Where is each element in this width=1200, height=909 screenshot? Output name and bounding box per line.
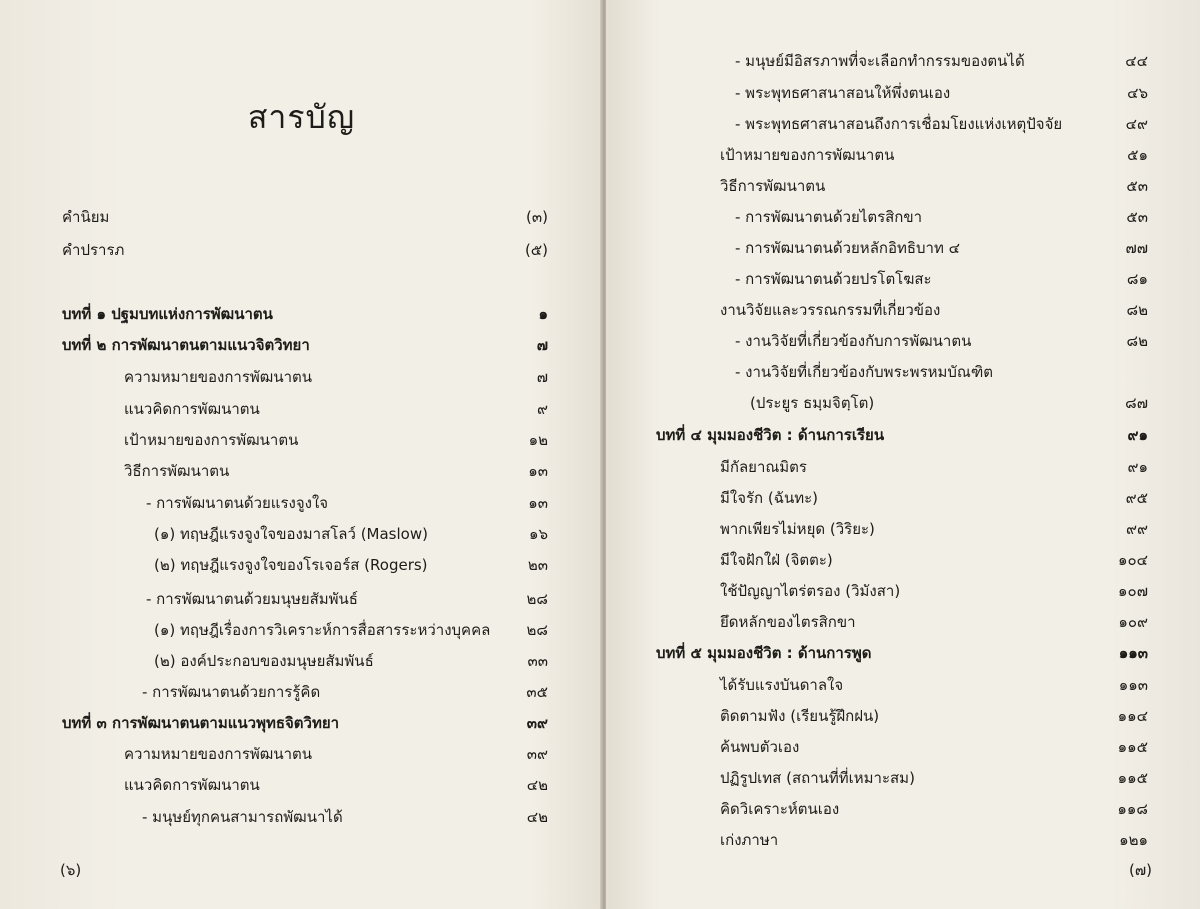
toc-entry-page: ๙๑ [1127, 458, 1148, 476]
toc-entry [720, 46, 1148, 76]
toc-entry [720, 670, 1148, 700]
toc-entry-text: - พระพุทธศาสนาสอนถึงการเชื่อมโยงแห่งเหตุปัจจัย [735, 115, 1063, 133]
toc-chapter [656, 420, 1148, 450]
toc-entry-page: ๑๑๘ [1117, 800, 1148, 818]
toc-entry-text: ยึดหลักของไตรสิกขา [720, 613, 856, 631]
toc-entry-text: - พระพุทธศาสนาสอนให้พึ่งตนเอง [735, 84, 951, 102]
toc-entry-page: ๗ [536, 336, 548, 354]
toc-entry [720, 326, 1148, 356]
toc-entry-page: ๘๑ [1126, 270, 1148, 288]
toc-entry [720, 140, 1148, 170]
toc-entry [62, 519, 548, 549]
toc-entry [62, 584, 548, 614]
toc-entry-page: ๔๖ [1127, 84, 1148, 102]
toc-entry-page: ๑๑๔ [1117, 707, 1148, 725]
toc-entry [720, 233, 1148, 263]
toc-entry-text: พากเพียรไม่หยุด (วิริยะ) [720, 520, 875, 538]
toc-entry-text: วิธีการพัฒนาตน [720, 177, 826, 195]
toc-entry-page: ๘๗ [1125, 394, 1148, 412]
toc-entry-page: ๔๙ [1125, 115, 1148, 133]
toc-entry [62, 456, 548, 486]
toc-entry [62, 235, 548, 265]
toc-entry [720, 825, 1148, 855]
toc-entry [62, 615, 548, 645]
toc-entry [720, 388, 1148, 418]
toc-entry-text: เป้าหมายของการพัฒนาตน [720, 146, 895, 164]
toc-entry-page: ๑๑๕ [1117, 769, 1148, 787]
toc-entry-text: ความหมายของการพัฒนาตน [124, 745, 313, 763]
toc-entry [62, 202, 548, 232]
toc-entry-page: ๑๑๓ [1118, 676, 1148, 694]
toc-entry-text: ความหมายของการพัฒนาตน [124, 368, 313, 386]
toc-entry-text: บทที่ ๔ มุมมองชีวิต : ด้านการเรียน [656, 426, 885, 444]
toc-entry-text: (ประยูร ธมฺมจิตฺโต) [750, 394, 875, 412]
toc-entry [720, 545, 1148, 575]
toc-entry [62, 488, 548, 518]
toc-chapter [62, 708, 548, 738]
page-title: สารบัญ [247, 98, 356, 136]
toc-entry-text: เป้าหมายของการพัฒนาตน [124, 431, 299, 449]
toc-entry-text: แนวคิดการพัฒนาตน [124, 776, 260, 794]
toc-entry [720, 794, 1148, 824]
toc-entry-text: คิดวิเคราะห์ตนเอง [720, 800, 840, 818]
toc-entry-page: ๘๒ [1126, 332, 1148, 350]
toc-entry-page: ๒๘ [526, 590, 548, 608]
toc-entry-page: ๓๕ [526, 683, 548, 701]
toc-entry-text: ค้นพบตัวเอง [720, 738, 800, 756]
toc-entry-text: วิธีการพัฒนาตน [124, 462, 230, 480]
toc-entry [720, 109, 1148, 139]
toc-entry-text: บทที่ ๒ การพัฒนาตนตามแนวจิตวิทยา [62, 336, 310, 354]
toc-entry-text: - มนุษย์มีอิสรภาพที่จะเลือกทำกรรมของตนได้ [735, 52, 1025, 70]
toc-entry-page: ๒๘ [526, 621, 548, 639]
toc-entry-text: (๒) องค์ประกอบของมนุษยสัมพันธ์ [154, 652, 374, 670]
toc-entry-text: (๑) ทฤษฎีแรงจูงใจของมาสโลว์ (Maslow) [154, 525, 428, 543]
toc-entry-text: แนวคิดการพัฒนาตน [124, 400, 260, 418]
toc-entry [62, 550, 548, 580]
toc-entry-text: งานวิจัยและวรรณกรรมที่เกี่ยวข้อง [720, 301, 941, 319]
toc-entry-page: (๕) [524, 241, 548, 259]
toc-entry-text: ติดตามฟัง (เรียนรู้ฝึกฝน) [720, 707, 880, 725]
toc-entry-page: ๒๓ [527, 556, 548, 574]
toc-entry-text: - งานวิจัยที่เกี่ยวข้องกับพระพรหมบัณฑิต [735, 363, 994, 381]
toc-entry-text: - การพัฒนาตนด้วยหลักอิทธิบาท ๔ [735, 239, 960, 257]
toc-entry-page: ๓๙ [526, 714, 548, 732]
toc-entry-page: ๙๑ [1127, 426, 1148, 444]
toc-entry [720, 732, 1148, 762]
toc-entry [720, 607, 1148, 637]
toc-entry-page: ๑๓ [528, 494, 548, 512]
toc-entry-text: มีใจฝักใฝ่ (จิตตะ) [720, 551, 833, 569]
toc-entry-page: ๑๑๕ [1117, 738, 1148, 756]
toc-entry-text: (๑) ทฤษฎีเรื่องการวิเคราะห์การสื่อสารระหว่างบุคคล [154, 621, 491, 639]
toc-entry-text: ใช้ปัญญาไตร่ตรอง (วิมังสา) [720, 582, 901, 600]
toc-entry-page: ๘๒ [1126, 301, 1148, 319]
toc-entry-page: ๑๓ [528, 462, 548, 480]
toc-entry-page: ๗๗ [1125, 239, 1148, 257]
toc-entry-text: - การพัฒนาตนด้วยปรโตโฆสะ [735, 270, 932, 288]
toc-entry-page: ๕๑ [1127, 146, 1148, 164]
toc-chapter [62, 299, 548, 329]
toc-entry-text: มีใจรัก (ฉันทะ) [720, 489, 819, 507]
toc-entry [720, 264, 1148, 294]
toc-entry-page: ๓๙ [526, 745, 548, 763]
toc-entry-text: - การพัฒนาตนด้วยแรงจูงใจ [146, 494, 329, 512]
toc-entry-page: ๑๖ [528, 525, 548, 543]
toc-chapter [656, 638, 1148, 668]
toc-chapter [62, 330, 548, 360]
toc-entry [62, 677, 548, 707]
toc-entry-page: ๙๕ [1125, 489, 1148, 507]
toc-entry-page: ๑๑๓ [1118, 644, 1148, 662]
toc-entry-text: - การพัฒนาตนด้วยการรู้คิด [142, 683, 321, 701]
toc-entry [720, 357, 1148, 387]
toc-entry [62, 362, 548, 392]
toc-entry-page: ๓๓ [527, 652, 548, 670]
toc-entry-text: ปฏิรูปเทส (สถานที่ที่เหมาะสม) [720, 769, 915, 787]
toc-entry-text: เก่งภาษา [720, 831, 779, 849]
toc-entry [720, 763, 1148, 793]
toc-entry-page: ๗ [536, 368, 548, 386]
toc-entry-text: (๒) ทฤษฎีแรงจูงใจของโรเจอร์ส (Rogers) [154, 556, 428, 574]
toc-entry [720, 202, 1148, 232]
right-page [606, 0, 1200, 909]
toc-entry [720, 701, 1148, 731]
toc-entry [62, 394, 548, 424]
toc-entry [62, 739, 548, 769]
toc-entry [62, 646, 548, 676]
toc-entry-page: ๔๔ [1125, 52, 1148, 70]
toc-entry-text: คำปรารภ [62, 241, 125, 259]
toc-entry-page: (๓) [526, 208, 548, 226]
toc-entry [720, 295, 1148, 325]
toc-entry-text: - งานวิจัยที่เกี่ยวข้องกับการพัฒนาตน [735, 332, 972, 350]
toc-entry-text: ได้รับแรงบันดาลใจ [720, 676, 844, 694]
page-number: (๗) [1129, 861, 1152, 879]
toc-entry-page: ๕๓ [1126, 208, 1148, 226]
toc-entry-page: ๑๐๗ [1118, 582, 1148, 600]
toc-entry-page: ๑๐๙ [1118, 613, 1148, 631]
toc-entry-text: บทที่ ๑ ปฐมบทแห่งการพัฒนาตน [62, 305, 273, 323]
toc-entry-text: มีกัลยาณมิตร [720, 458, 807, 476]
toc-entry [720, 78, 1148, 108]
toc-entry [62, 802, 548, 832]
toc-entry-text: - การพัฒนาตนด้วยมนุษยสัมพันธ์ [146, 590, 358, 608]
page-number: (๖) [60, 861, 82, 879]
toc-entry-text: - การพัฒนาตนด้วยไตรสิกขา [735, 208, 923, 226]
toc-entry [720, 483, 1148, 513]
toc-entry-page: ๑๒๑ [1119, 831, 1148, 849]
toc-entry [720, 514, 1148, 544]
toc-entry-page: ๑๐๔ [1117, 551, 1148, 569]
toc-entry-page: ๕๓ [1126, 177, 1148, 195]
toc-entry-text: บทที่ ๕ มุมมองชีวิต : ด้านการพูด [656, 644, 872, 662]
toc-entry-text: คำนิยม [62, 208, 110, 226]
toc-entry-page: ๙ [537, 400, 548, 418]
toc-entry-page: ๔๒ [526, 776, 548, 794]
toc-entry [720, 576, 1148, 606]
toc-entry-page: ๔๒ [526, 808, 548, 826]
toc-entry-text: บทที่ ๓ การพัฒนาตนตามแนวพุทธจิตวิทยา [62, 714, 340, 732]
toc-entry-page: ๙๙ [1126, 520, 1148, 538]
toc-entry [720, 452, 1148, 482]
toc-entry-page: ๑ [538, 305, 548, 323]
toc-entry [62, 770, 548, 800]
toc-entry-page: ๑๒ [528, 431, 548, 449]
toc-entry [720, 171, 1148, 201]
toc-entry-text: - มนุษย์ทุกคนสามารถพัฒนาได้ [142, 808, 343, 826]
toc-entry [62, 425, 548, 455]
